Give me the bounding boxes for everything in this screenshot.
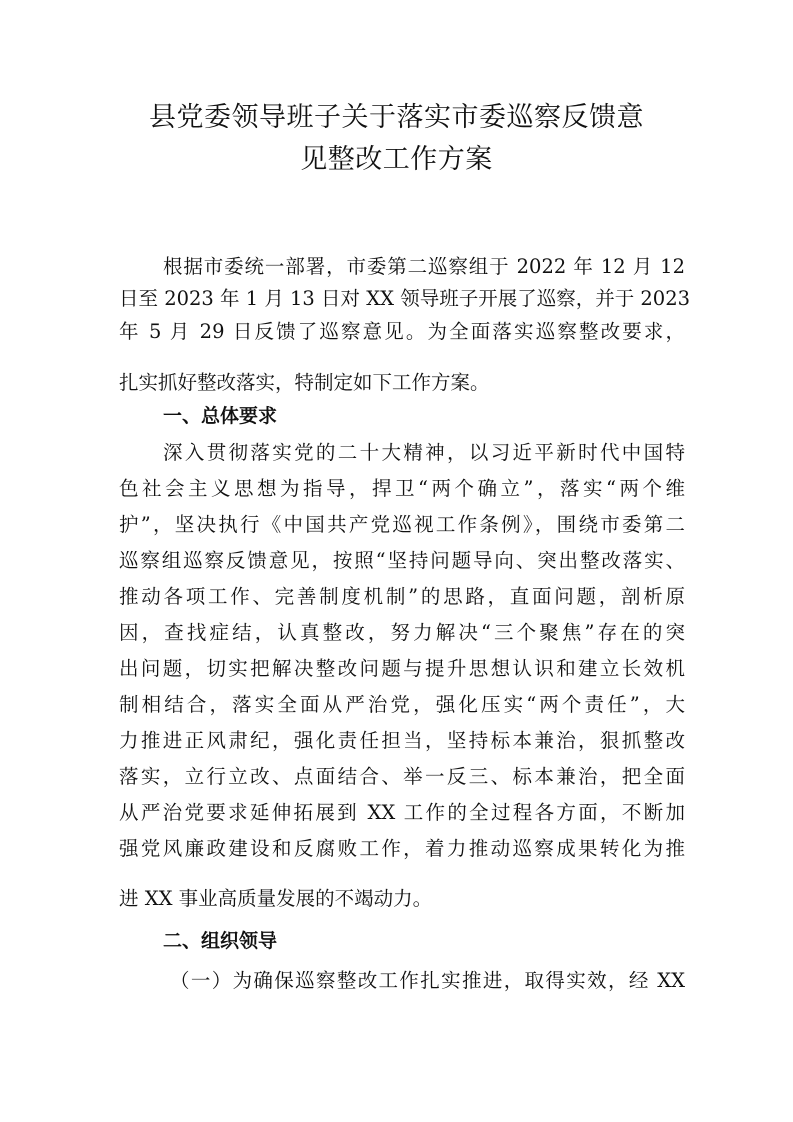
section-1-line-3: 护”，坚决执行《中国共产党巡视工作条例》，围绕市委第二 — [119, 513, 685, 536]
section-1-line-9: 力推进正风肃纪，强化责任担当，坚持标本兼治，狠抓整改 — [119, 729, 685, 752]
section-1-line-5: 推动各项工作、完善制度机制”的思路，直面问题，剖析原 — [119, 585, 685, 608]
intro-line-1: 根据市委统一部署，市委第二巡察组于 2022 年 12 月 12 — [163, 255, 685, 278]
section-1-line-6: 因，查找症结，认真整改，努力解决“三个聚焦”存在的突 — [119, 621, 685, 644]
section-1-line-4: 巡察组巡察反馈意见，按照“坚持问题导向、突出整改落实、 — [119, 549, 685, 572]
document-title-line-1: 县党委领导班子关于落实市委巡察反馈意 — [149, 102, 644, 133]
section-1-line-10: 落实，立行立改、点面结合、举一反三、标本兼治，把全面 — [119, 765, 685, 788]
intro-line-3: 年 5 月 29 日反馈了巡察意见。为全面落实巡察整改要求， — [119, 320, 685, 343]
section-1-line-1: 深入贯彻落实党的二十大精神，以习近平新时代中国特 — [163, 441, 685, 464]
section-2-heading: 二、组织领导 — [163, 930, 278, 952]
section-1-line-12: 强党风廉政建设和反腐败工作，着力推动巡察成果转化为推 — [119, 837, 685, 860]
section-1-line-7: 出问题，切实把解决整改问题与提升思想认识和建立长效机 — [119, 657, 685, 680]
document-title-line-2: 见整改工作方案 — [300, 144, 493, 175]
section-1-line-11: 从严治党要求延伸拓展到 XX 工作的全过程各方面，不断加 — [119, 801, 685, 824]
section-1-line-2: 色社会主义思想为指导，捍卫“两个确立”，落实“两个维 — [119, 477, 685, 500]
section-2-line-1: （一）为确保巡察整改工作扎实推进，取得实效，经 XX — [170, 969, 685, 992]
intro-line-4: 扎实抓好整改落实，特制定如下工作方案。 — [119, 371, 490, 394]
intro-line-2: 日至 2023 年 1 月 13 日对 XX 领导班子开展了巡察，并于 2023 — [119, 287, 691, 310]
section-1-line-13: 进 XX 事业高质量发展的不竭动力。 — [119, 887, 433, 910]
section-1-heading: 一、总体要求 — [163, 405, 278, 427]
section-1-line-8: 制相结合，落实全面从严治党，强化压实“两个责任”，大 — [119, 693, 685, 716]
